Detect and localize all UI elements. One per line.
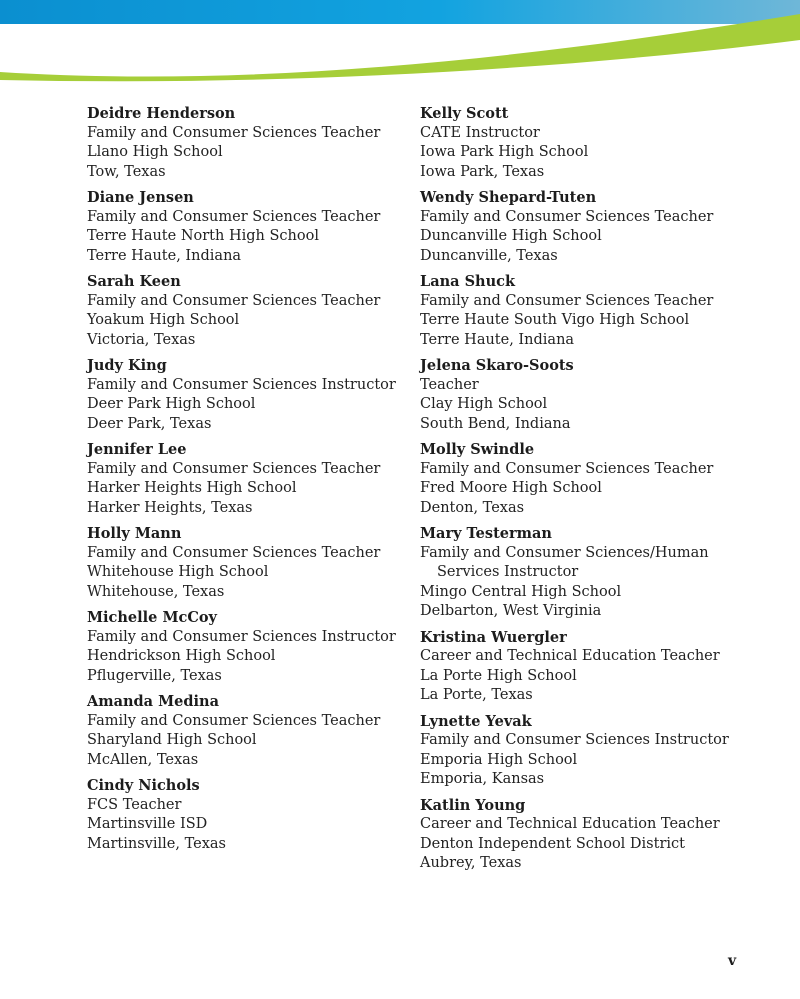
contributor-location: La Porte, Texas	[420, 687, 533, 703]
contributor-school: Deer Park High School	[87, 396, 256, 412]
contributor-entry	[420, 104, 750, 182]
contributor-entry	[87, 692, 397, 770]
contributor-name: Kelly Scott	[420, 105, 509, 122]
contributor-name: Mary Testerman	[420, 525, 552, 542]
contributor-title: Family and Consumer Sciences Teacher	[87, 292, 381, 309]
contributor-name: Judy King	[87, 357, 167, 374]
contributor-school: Iowa Park High School	[420, 144, 589, 160]
banner-blue-band	[0, 0, 800, 24]
contributor-entry	[420, 272, 750, 350]
contributor-name: Molly Swindle	[420, 441, 535, 458]
contributor-name: Cindy Nichols	[87, 777, 200, 794]
contributor-name: Katlin Young	[420, 796, 526, 814]
contributor-school: Terre Haute North High School	[87, 228, 319, 244]
contributor-location: Emporia, Kansas	[420, 771, 545, 787]
contributor-school: Fred Moore High School	[420, 480, 602, 496]
contributor-entry	[87, 776, 397, 854]
contributor-location: South Bend, Indiana	[420, 415, 571, 432]
contributor-title: Family and Consumer Sciences/Human Services Instructor	[420, 544, 709, 580]
header-banner	[0, 0, 800, 90]
contributor-title: Family and Consumer Sciences Teacher	[420, 292, 714, 309]
contributor-entry	[87, 104, 397, 182]
contributor-school: Hendrickson High School	[87, 648, 276, 664]
contributor-title: Family and Consumer Sciences Instructor	[87, 628, 396, 645]
contributor-name: Jelena Skaro-Soots	[420, 357, 574, 374]
contributor-entry	[87, 440, 397, 518]
contributor-name: Lynette Yevak	[420, 712, 532, 730]
contributor-location: Delbarton, West Virginia	[420, 603, 602, 619]
contributor-school: Mingo Central High School	[420, 583, 622, 600]
contributor-name: Michelle McCoy	[87, 609, 217, 626]
contributor-name: Sarah Keen	[87, 273, 181, 290]
contributor-location: Tow, Texas	[87, 163, 166, 180]
contributor-school: Harker Heights High School	[87, 480, 297, 496]
contributor-entry	[420, 524, 750, 622]
contributor-entry	[420, 796, 750, 874]
contributor-name: Amanda Medina	[87, 693, 219, 710]
contributor-school: Emporia High School	[420, 751, 578, 768]
contributor-entry	[87, 524, 397, 602]
contributor-school: Terre Haute South Vigo High School	[420, 312, 690, 328]
contributor-location: Whitehouse, Texas	[87, 583, 225, 600]
contributor-title: Family and Consumer Sciences Teacher	[87, 712, 381, 729]
contributor-location: Harker Heights, Texas	[87, 499, 253, 516]
left-column	[87, 104, 397, 860]
contributor-school: Sharyland High School	[87, 732, 257, 748]
contributor-entry	[420, 188, 750, 266]
contributor-school: Llano High School	[87, 144, 223, 160]
contributor-name: Wendy Shepard-Tuten	[420, 189, 597, 206]
contributor-title: Family and Consumer Sciences Instructor	[420, 732, 729, 748]
contributor-title: Career and Technical Education Teacher	[420, 816, 720, 832]
right-column	[420, 104, 750, 880]
contributor-location: Deer Park, Texas	[87, 415, 212, 432]
contributor-title: Family and Consumer Sciences Teacher	[87, 460, 381, 477]
contributor-location: Terre Haute, Indiana	[87, 247, 242, 264]
contributor-school: Martinsville ISD	[87, 816, 208, 832]
banner-green-swoosh	[0, 14, 800, 81]
contributor-location: Denton, Texas	[420, 499, 525, 516]
contributor-location: Duncanville, Texas	[420, 247, 558, 264]
contributor-title: Teacher	[420, 376, 479, 393]
contributor-school: Clay High School	[420, 396, 548, 412]
contributor-location: Pflugerville, Texas	[87, 667, 222, 684]
contributor-school: Whitehouse High School	[87, 564, 269, 580]
contributor-entry	[420, 628, 750, 706]
contributor-entry	[87, 188, 397, 266]
contributor-title: Family and Consumer Sciences Teacher	[87, 544, 381, 561]
contributor-name: Holly Mann	[87, 525, 182, 542]
contributor-school: Yoakum High School	[87, 312, 240, 328]
contributor-location: Iowa Park, Texas	[420, 163, 545, 180]
contributor-title: Family and Consumer Sciences Teacher	[87, 208, 381, 225]
contributor-name: Kristina Wuergler	[420, 628, 567, 646]
contributor-title: CATE Instructor	[420, 124, 540, 141]
contributor-location: McAllen, Texas	[87, 751, 199, 768]
contributor-title: Family and Consumer Sciences Teacher	[420, 208, 714, 225]
contributor-location: Terre Haute, Indiana	[420, 331, 575, 348]
contributor-location: Martinsville, Texas	[87, 835, 226, 852]
contributor-name: Jennifer Lee	[87, 441, 187, 458]
contributor-name: Deidre Henderson	[87, 105, 236, 122]
contributor-name: Diane Jensen	[87, 189, 194, 206]
contributor-entry	[87, 608, 397, 686]
contributor-school: Denton Independent School District	[420, 835, 685, 852]
contributor-location: Victoria, Texas	[87, 331, 196, 348]
contributor-entry	[420, 440, 750, 518]
contributor-entry	[420, 356, 750, 434]
contributor-title: Family and Consumer Sciences Teacher	[87, 124, 381, 141]
contributor-title: Family and Consumer Sciences Instructor	[87, 376, 396, 393]
contributor-school: Duncanville High School	[420, 228, 602, 244]
page-number: v	[728, 953, 737, 969]
contributor-entry	[420, 712, 750, 790]
contributor-school: La Porte High School	[420, 667, 577, 684]
contributor-location: Aubrey, Texas	[420, 855, 522, 871]
contributor-entry	[87, 356, 397, 434]
contributor-entry	[87, 272, 397, 350]
contributor-title: Career and Technical Education Teacher	[420, 648, 720, 664]
contributor-name: Lana Shuck	[420, 273, 516, 290]
contributor-title: FCS Teacher	[87, 796, 182, 813]
contributor-title: Family and Consumer Sciences Teacher	[420, 460, 714, 477]
